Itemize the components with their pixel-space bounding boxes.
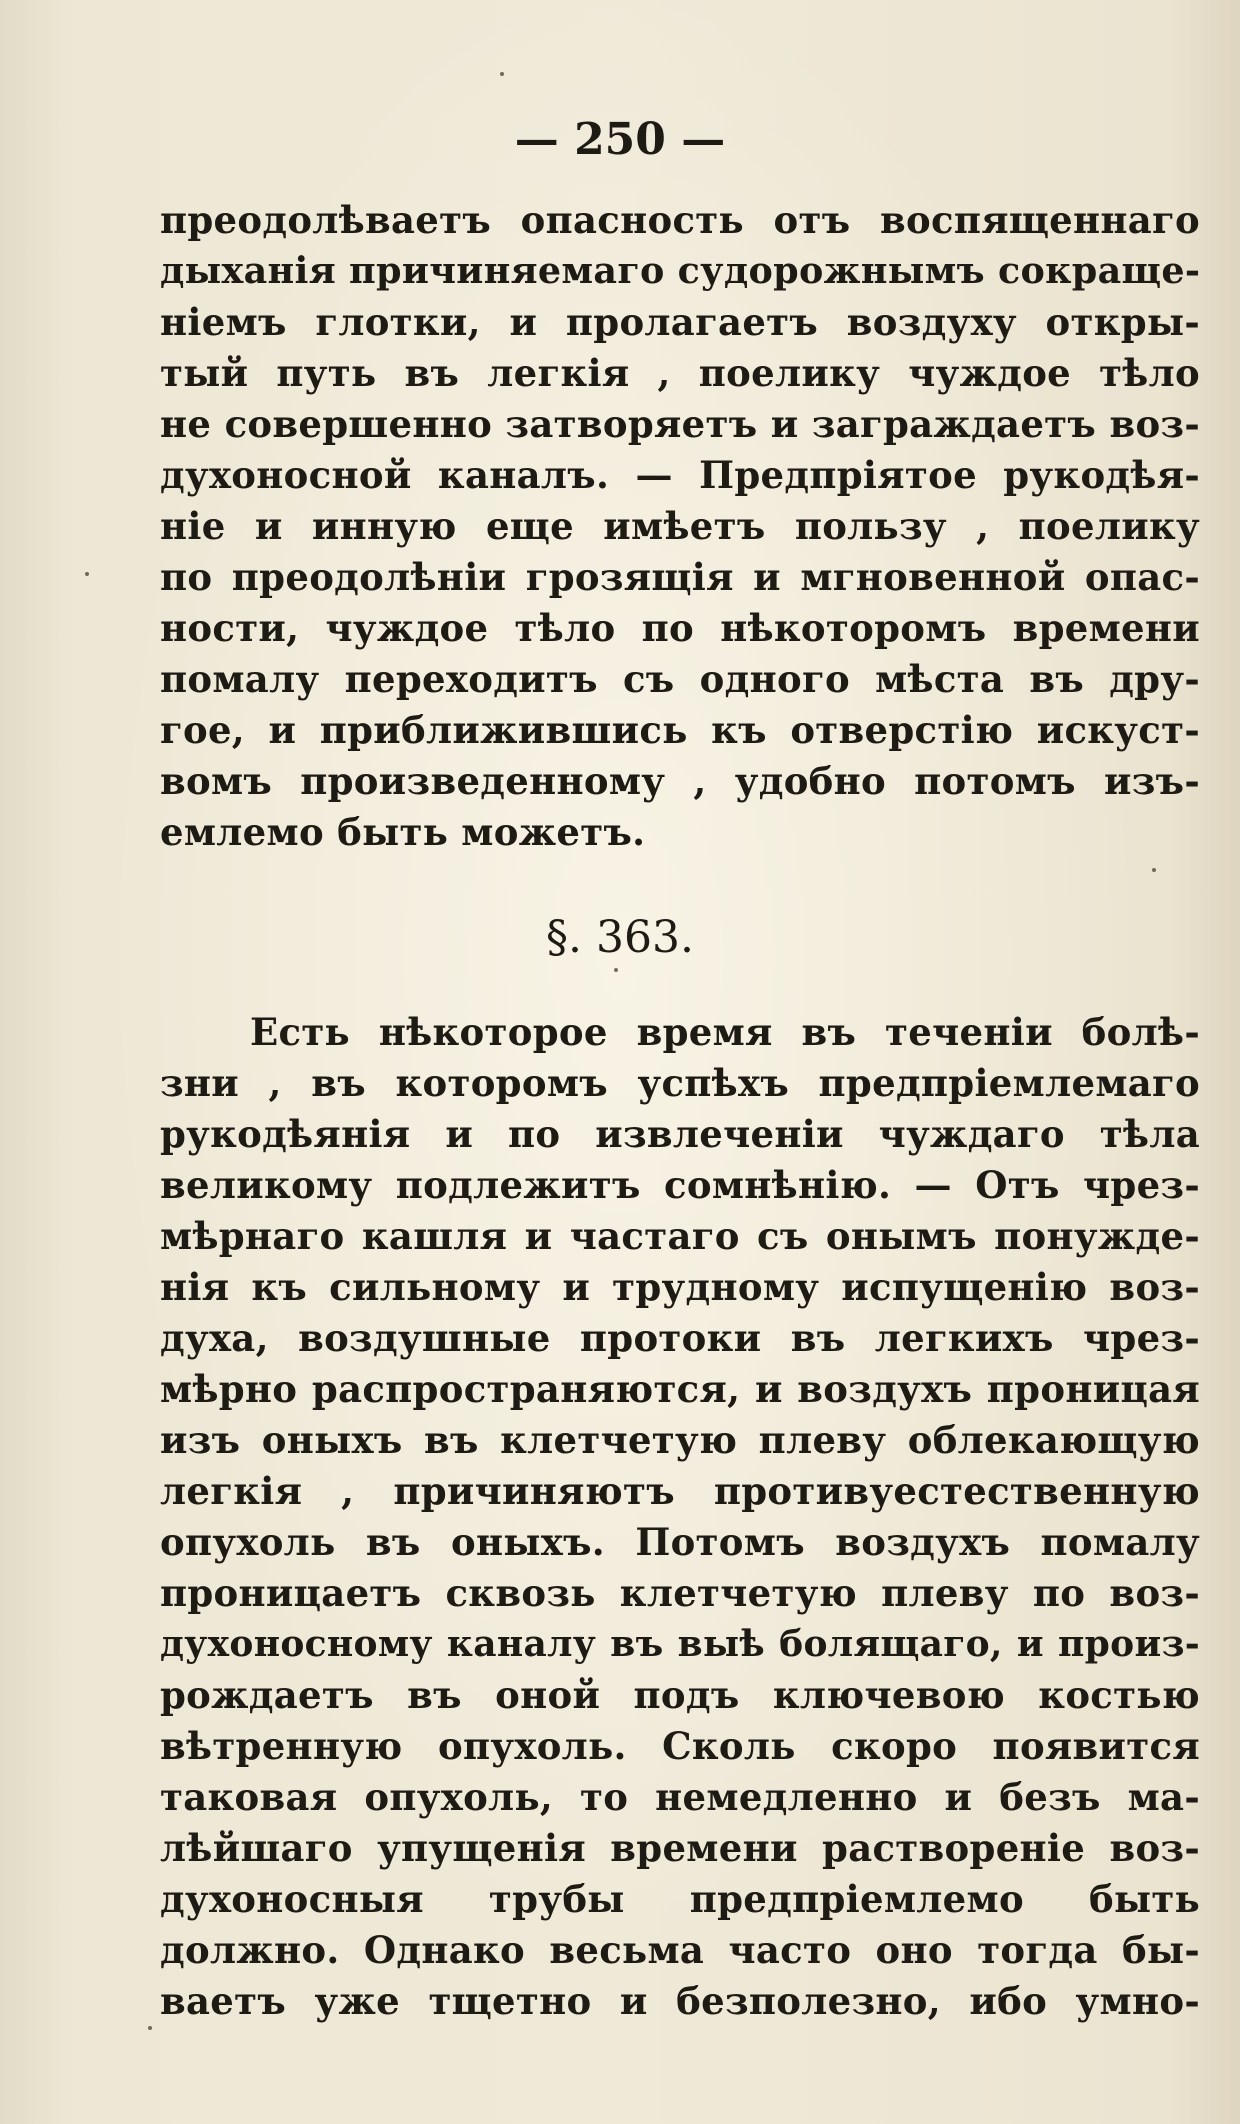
- text-line: должно. Однако весьма часто оно тогда бы-: [160, 1928, 1200, 1972]
- text-line: духа, воздушные протоки въ легкихъ чрез-: [160, 1316, 1200, 1360]
- text-line: вомъ произведенному , удобно потомъ изъ-: [160, 759, 1200, 803]
- text-line: рукодѣянія и по извлеченіи чуждаго тѣла: [160, 1112, 1200, 1156]
- text-line: помалу переходитъ съ одного мѣста въ дру-: [160, 657, 1200, 701]
- text-line: мѣрно распространяются, и воздухъ проницая: [160, 1367, 1200, 1411]
- text-line: духоносной каналъ. — Предпріятое рукодѣя-: [160, 453, 1200, 497]
- text-line: вѣтренную опухоль. Сколь скоро появится: [160, 1724, 1200, 1768]
- text-line: мѣрнаго кашля и частаго съ онымъ понужде-: [160, 1214, 1200, 1258]
- text-line: проницаетъ сквозь клетчетую плеву по воз-: [160, 1571, 1200, 1615]
- text-line: дыханія причиняемаго судорожнымъ сокраще-: [160, 249, 1201, 292]
- section-heading: §. 363.: [546, 912, 694, 963]
- text-line: легкія , причиняютъ противуестественную: [160, 1469, 1200, 1513]
- paper-speck: [614, 968, 618, 972]
- text-line: ніе и инную еще имѣетъ пользу , поелику: [160, 504, 1200, 548]
- text-line: по преодолѣніи грозящія и мгновенной опас-: [160, 555, 1200, 599]
- text-line: преодолѣваетъ опасность отъ воспященнаго: [160, 198, 1200, 242]
- paper-speck: [1152, 868, 1156, 872]
- paper-speck: [85, 572, 89, 576]
- text-line: таковая опухоль, то немедленно и безъ ма-: [160, 1775, 1200, 1819]
- text-line: ности, чуждое тѣло по нѣкоторомъ времени: [160, 606, 1200, 650]
- text-line: лѣйшаго упущенія времени раствореніе воз-: [160, 1826, 1200, 1870]
- text-line: зни , въ которомъ успѣхъ предпріемлемаго: [160, 1061, 1200, 1105]
- text-line: емлемо быть можетъ.: [160, 810, 646, 854]
- text-line: ваетъ уже тщетно и безполезно, ибо умно-: [160, 1979, 1200, 2023]
- text-line: изъ оныхъ въ клетчетую плеву облекающую: [160, 1418, 1200, 1462]
- text-line: рождаетъ въ оной подъ ключевою костью: [160, 1673, 1200, 1717]
- text-line: не совершенно затворяетъ и заграждаетъ воз-: [160, 402, 1200, 446]
- page-number: — 250 —: [514, 114, 726, 165]
- text-line: ніемъ глотки, и пролагаетъ воздуху откры-: [160, 300, 1200, 344]
- paper-speck: [500, 72, 504, 76]
- text-line: нія къ сильному и трудному испущенію воз-: [160, 1265, 1200, 1309]
- paper-speck: [148, 2026, 152, 2030]
- text-line: духоносныя трубы предпріемлемо быть: [160, 1877, 1200, 1921]
- text-line: тый путь въ легкія , поелику чуждое тѣло: [160, 351, 1200, 395]
- text-line: духоносному каналу въ выѣ болящаго, и произ-: [160, 1623, 1200, 1665]
- text-line: Есть нѣкоторое время въ теченіи болѣ-: [250, 1010, 1200, 1054]
- text-line: гое, и приближившись къ отверстію искуст-: [160, 708, 1200, 752]
- text-line: опухоль въ оныхъ. Потомъ воздухъ помалу: [160, 1520, 1200, 1564]
- text-line: великому подлежитъ сомнѣнію. — Отъ чрез-: [160, 1163, 1200, 1207]
